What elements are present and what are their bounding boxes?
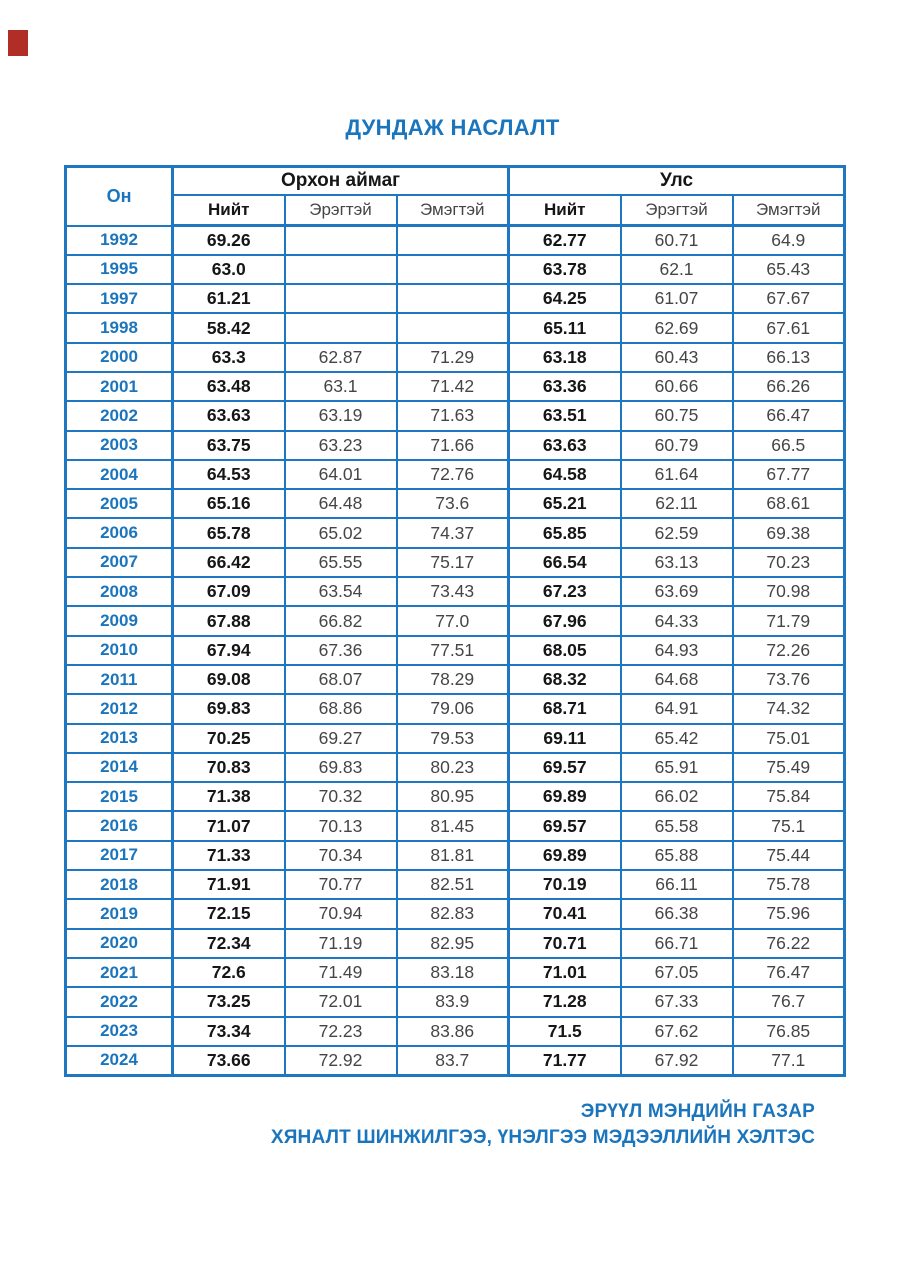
orkhon-male-cell — [285, 255, 397, 284]
orkhon-male-cell: 69.83 — [285, 753, 397, 782]
table-row — [66, 782, 845, 811]
orkhon-female-cell: 83.9 — [397, 987, 509, 1016]
red-marker — [8, 30, 28, 56]
table-row — [66, 694, 845, 723]
footer-line-department: ХЯНАЛТ ШИНЖИЛГЭЭ, ҮНЭЛГЭЭ МЭДЭЭЛЛИЙН ХЭЛТЭС — [270, 1127, 815, 1148]
orkhon-female-cell — [397, 313, 509, 342]
state-total-cell: 71.01 — [509, 958, 621, 987]
year-cell: 2020 — [66, 929, 173, 958]
state-total-cell: 68.05 — [509, 636, 621, 665]
table-header — [66, 167, 845, 226]
table-row — [66, 958, 845, 987]
orkhon-male-cell: 70.94 — [285, 899, 397, 928]
state-male-cell: 60.75 — [621, 401, 733, 430]
orkhon-total-cell: 72.15 — [173, 899, 285, 928]
subheader-orkhon-female: Эмэгтэй — [397, 195, 509, 226]
orkhon-male-cell: 63.19 — [285, 401, 397, 430]
orkhon-male-cell: 72.01 — [285, 987, 397, 1016]
state-male-cell: 60.79 — [621, 431, 733, 460]
orkhon-total-cell: 70.83 — [173, 753, 285, 782]
state-male-cell: 66.38 — [621, 899, 733, 928]
year-cell: 2010 — [66, 636, 173, 665]
year-cell: 2009 — [66, 606, 173, 635]
orkhon-female-cell: 79.53 — [397, 724, 509, 753]
state-female-cell: 67.77 — [733, 460, 845, 489]
orkhon-total-cell: 73.25 — [173, 987, 285, 1016]
state-total-cell: 67.96 — [509, 606, 621, 635]
state-total-cell: 63.51 — [509, 401, 621, 430]
orkhon-male-cell: 70.13 — [285, 811, 397, 840]
orkhon-female-cell: 77.51 — [397, 636, 509, 665]
orkhon-male-cell: 70.77 — [285, 870, 397, 899]
orkhon-male-cell: 63.23 — [285, 431, 397, 460]
orkhon-female-cell: 83.86 — [397, 1017, 509, 1046]
state-female-cell: 71.79 — [733, 606, 845, 635]
orkhon-total-cell: 65.78 — [173, 518, 285, 547]
year-cell: 2017 — [66, 841, 173, 870]
orkhon-female-cell: 73.43 — [397, 577, 509, 606]
table-row — [66, 255, 845, 284]
state-male-cell: 67.05 — [621, 958, 733, 987]
orkhon-male-cell: 71.49 — [285, 958, 397, 987]
state-total-cell: 63.18 — [509, 343, 621, 372]
subheader-orkhon-male: Эрэгтэй — [285, 195, 397, 226]
state-total-cell: 69.57 — [509, 753, 621, 782]
state-total-cell: 69.57 — [509, 811, 621, 840]
table-row — [66, 987, 845, 1016]
table-row — [66, 606, 845, 635]
orkhon-male-cell — [285, 313, 397, 342]
orkhon-female-cell: 74.37 — [397, 518, 509, 547]
state-male-cell: 67.92 — [621, 1046, 733, 1075]
state-female-cell: 64.9 — [733, 226, 845, 255]
state-female-cell: 68.61 — [733, 489, 845, 518]
year-cell: 2001 — [66, 372, 173, 401]
state-female-cell: 70.98 — [733, 577, 845, 606]
table-row — [66, 577, 845, 606]
year-column-header: Он — [66, 167, 173, 226]
subheader-orkhon-total: Нийт — [173, 195, 285, 226]
table-row — [66, 870, 845, 899]
table-row — [66, 1046, 845, 1075]
year-cell: 2022 — [66, 987, 173, 1016]
table-row — [66, 929, 845, 958]
orkhon-total-cell: 71.91 — [173, 870, 285, 899]
year-cell: 2008 — [66, 577, 173, 606]
state-female-cell: 66.47 — [733, 401, 845, 430]
year-cell: 2007 — [66, 548, 173, 577]
orkhon-male-cell: 63.1 — [285, 372, 397, 401]
state-total-cell: 68.71 — [509, 694, 621, 723]
orkhon-total-cell: 69.26 — [173, 226, 285, 255]
state-female-cell: 66.26 — [733, 372, 845, 401]
orkhon-total-cell: 70.25 — [173, 724, 285, 753]
state-female-cell: 75.44 — [733, 841, 845, 870]
orkhon-female-cell: 80.95 — [397, 782, 509, 811]
orkhon-male-cell: 70.32 — [285, 782, 397, 811]
orkhon-female-cell: 83.18 — [397, 958, 509, 987]
orkhon-female-cell: 71.66 — [397, 431, 509, 460]
table-row — [66, 401, 845, 430]
year-cell: 2019 — [66, 899, 173, 928]
state-female-cell: 67.67 — [733, 284, 845, 313]
orkhon-female-cell: 82.83 — [397, 899, 509, 928]
orkhon-total-cell: 71.38 — [173, 782, 285, 811]
state-female-cell: 73.76 — [733, 665, 845, 694]
state-total-cell: 63.36 — [509, 372, 621, 401]
state-male-cell: 63.69 — [621, 577, 733, 606]
state-total-cell: 70.71 — [509, 929, 621, 958]
year-cell: 2011 — [66, 665, 173, 694]
orkhon-total-cell: 61.21 — [173, 284, 285, 313]
state-male-cell: 66.71 — [621, 929, 733, 958]
state-male-cell: 62.11 — [621, 489, 733, 518]
orkhon-male-cell: 72.92 — [285, 1046, 397, 1075]
orkhon-male-cell: 64.48 — [285, 489, 397, 518]
orkhon-total-cell: 67.94 — [173, 636, 285, 665]
state-female-cell: 76.22 — [733, 929, 845, 958]
orkhon-female-cell: 82.95 — [397, 929, 509, 958]
orkhon-total-cell: 72.34 — [173, 929, 285, 958]
table-row — [66, 636, 845, 665]
orkhon-female-cell: 81.45 — [397, 811, 509, 840]
state-female-cell: 75.01 — [733, 724, 845, 753]
year-cell: 2005 — [66, 489, 173, 518]
orkhon-female-cell: 72.76 — [397, 460, 509, 489]
year-cell: 1992 — [66, 226, 173, 255]
orkhon-male-cell: 67.36 — [285, 636, 397, 665]
state-male-cell: 61.07 — [621, 284, 733, 313]
table-row — [66, 899, 845, 928]
table-row — [66, 753, 845, 782]
state-total-cell: 71.28 — [509, 987, 621, 1016]
table-body — [66, 226, 845, 1076]
orkhon-female-cell: 81.81 — [397, 841, 509, 870]
state-male-cell: 64.33 — [621, 606, 733, 635]
state-male-cell: 65.88 — [621, 841, 733, 870]
orkhon-male-cell: 69.27 — [285, 724, 397, 753]
table-row — [66, 343, 845, 372]
orkhon-male-cell: 65.55 — [285, 548, 397, 577]
state-total-cell: 70.41 — [509, 899, 621, 928]
table-row — [66, 724, 845, 753]
orkhon-total-cell: 66.42 — [173, 548, 285, 577]
orkhon-total-cell: 73.66 — [173, 1046, 285, 1075]
page-title: ДУНДАЖ НАСЛАЛТ — [345, 115, 560, 140]
state-male-cell: 64.93 — [621, 636, 733, 665]
state-total-cell: 71.5 — [509, 1017, 621, 1046]
year-cell: 2023 — [66, 1017, 173, 1046]
orkhon-male-cell: 71.19 — [285, 929, 397, 958]
state-total-cell: 68.32 — [509, 665, 621, 694]
orkhon-total-cell: 72.6 — [173, 958, 285, 987]
orkhon-male-cell: 65.02 — [285, 518, 397, 547]
table-row — [66, 518, 845, 547]
orkhon-female-cell — [397, 255, 509, 284]
orkhon-female-cell: 71.42 — [397, 372, 509, 401]
state-male-cell: 65.58 — [621, 811, 733, 840]
year-cell: 2016 — [66, 811, 173, 840]
sub-header-row — [66, 195, 845, 226]
state-female-cell: 75.49 — [733, 753, 845, 782]
orkhon-total-cell: 71.33 — [173, 841, 285, 870]
year-cell: 2004 — [66, 460, 173, 489]
state-female-cell: 75.1 — [733, 811, 845, 840]
year-cell: 1995 — [66, 255, 173, 284]
state-female-cell: 66.13 — [733, 343, 845, 372]
state-total-cell: 69.89 — [509, 841, 621, 870]
state-male-cell: 64.68 — [621, 665, 733, 694]
state-total-cell: 65.85 — [509, 518, 621, 547]
orkhon-male-cell: 68.86 — [285, 694, 397, 723]
state-total-cell: 67.23 — [509, 577, 621, 606]
state-female-cell: 65.43 — [733, 255, 845, 284]
state-female-cell: 75.96 — [733, 899, 845, 928]
group-header-orkhon: Орхон аймаг — [173, 167, 509, 195]
life-expectancy-table — [64, 165, 846, 1077]
state-total-cell: 63.78 — [509, 255, 621, 284]
orkhon-female-cell: 80.23 — [397, 753, 509, 782]
table-row — [66, 431, 845, 460]
orkhon-total-cell: 67.09 — [173, 577, 285, 606]
table-row — [66, 460, 845, 489]
orkhon-male-cell: 66.82 — [285, 606, 397, 635]
table-row — [66, 489, 845, 518]
year-cell: 2000 — [66, 343, 173, 372]
orkhon-male-cell: 63.54 — [285, 577, 397, 606]
state-female-cell: 75.84 — [733, 782, 845, 811]
table-row — [66, 548, 845, 577]
table-row — [66, 313, 845, 342]
table-row — [66, 226, 845, 255]
table-row — [66, 1017, 845, 1046]
state-male-cell: 66.11 — [621, 870, 733, 899]
state-female-cell: 76.47 — [733, 958, 845, 987]
state-total-cell: 71.77 — [509, 1046, 621, 1075]
state-female-cell: 75.78 — [733, 870, 845, 899]
orkhon-female-cell: 73.6 — [397, 489, 509, 518]
table-row — [66, 811, 845, 840]
state-total-cell: 65.11 — [509, 313, 621, 342]
state-male-cell: 60.43 — [621, 343, 733, 372]
table-row — [66, 665, 845, 694]
orkhon-female-cell: 82.51 — [397, 870, 509, 899]
orkhon-male-cell — [285, 284, 397, 313]
orkhon-female-cell: 78.29 — [397, 665, 509, 694]
year-cell: 2014 — [66, 753, 173, 782]
year-cell: 2013 — [66, 724, 173, 753]
state-total-cell: 64.58 — [509, 460, 621, 489]
state-total-cell: 69.89 — [509, 782, 621, 811]
state-total-cell: 66.54 — [509, 548, 621, 577]
group-header-row — [66, 167, 845, 195]
state-total-cell: 70.19 — [509, 870, 621, 899]
orkhon-male-cell: 68.07 — [285, 665, 397, 694]
state-female-cell: 67.61 — [733, 313, 845, 342]
state-female-cell: 77.1 — [733, 1046, 845, 1075]
orkhon-female-cell — [397, 226, 509, 255]
orkhon-total-cell: 73.34 — [173, 1017, 285, 1046]
state-female-cell: 74.32 — [733, 694, 845, 723]
year-cell: 2021 — [66, 958, 173, 987]
orkhon-total-cell: 69.08 — [173, 665, 285, 694]
state-female-cell: 69.38 — [733, 518, 845, 547]
orkhon-male-cell: 62.87 — [285, 343, 397, 372]
state-female-cell: 76.7 — [733, 987, 845, 1016]
state-female-cell: 66.5 — [733, 431, 845, 460]
subheader-state-total: Нийт — [509, 195, 621, 226]
orkhon-total-cell: 63.63 — [173, 401, 285, 430]
orkhon-total-cell: 71.07 — [173, 811, 285, 840]
orkhon-male-cell: 64.01 — [285, 460, 397, 489]
footer-signature — [271, 1099, 815, 1151]
orkhon-female-cell: 79.06 — [397, 694, 509, 723]
state-female-cell: 70.23 — [733, 548, 845, 577]
state-male-cell: 67.62 — [621, 1017, 733, 1046]
state-female-cell: 76.85 — [733, 1017, 845, 1046]
state-male-cell: 64.91 — [621, 694, 733, 723]
state-male-cell: 65.42 — [621, 724, 733, 753]
orkhon-male-cell — [285, 226, 397, 255]
table-row — [66, 372, 845, 401]
footer-line-organization: ЭРҮҮЛ МЭНДИЙН ГАЗАР — [580, 1101, 815, 1122]
year-cell: 1998 — [66, 313, 173, 342]
orkhon-total-cell: 63.3 — [173, 343, 285, 372]
year-cell: 2015 — [66, 782, 173, 811]
state-male-cell: 62.59 — [621, 518, 733, 547]
orkhon-total-cell: 65.16 — [173, 489, 285, 518]
state-male-cell: 60.66 — [621, 372, 733, 401]
orkhon-female-cell: 71.29 — [397, 343, 509, 372]
orkhon-total-cell: 63.0 — [173, 255, 285, 284]
orkhon-total-cell: 58.42 — [173, 313, 285, 342]
year-cell: 2018 — [66, 870, 173, 899]
year-cell: 1997 — [66, 284, 173, 313]
orkhon-female-cell — [397, 284, 509, 313]
orkhon-female-cell: 71.63 — [397, 401, 509, 430]
orkhon-female-cell: 75.17 — [397, 548, 509, 577]
state-male-cell: 66.02 — [621, 782, 733, 811]
subheader-state-female: Эмэгтэй — [733, 195, 845, 226]
orkhon-male-cell: 70.34 — [285, 841, 397, 870]
orkhon-total-cell: 67.88 — [173, 606, 285, 635]
state-female-cell: 72.26 — [733, 636, 845, 665]
year-cell: 2003 — [66, 431, 173, 460]
state-total-cell: 63.63 — [509, 431, 621, 460]
year-cell: 2024 — [66, 1046, 173, 1075]
subheader-state-male: Эрэгтэй — [621, 195, 733, 226]
state-total-cell: 64.25 — [509, 284, 621, 313]
state-male-cell: 63.13 — [621, 548, 733, 577]
state-total-cell: 62.77 — [509, 226, 621, 255]
table-row — [66, 284, 845, 313]
group-header-state: Улс — [509, 167, 845, 195]
orkhon-female-cell: 77.0 — [397, 606, 509, 635]
orkhon-total-cell: 63.48 — [173, 372, 285, 401]
state-male-cell: 62.1 — [621, 255, 733, 284]
orkhon-total-cell: 64.53 — [173, 460, 285, 489]
orkhon-female-cell: 83.7 — [397, 1046, 509, 1075]
state-total-cell: 69.11 — [509, 724, 621, 753]
year-cell: 2002 — [66, 401, 173, 430]
orkhon-total-cell: 69.83 — [173, 694, 285, 723]
state-male-cell: 65.91 — [621, 753, 733, 782]
state-male-cell: 62.69 — [621, 313, 733, 342]
table-row — [66, 841, 845, 870]
year-cell: 2012 — [66, 694, 173, 723]
state-male-cell: 61.64 — [621, 460, 733, 489]
orkhon-male-cell: 72.23 — [285, 1017, 397, 1046]
state-total-cell: 65.21 — [509, 489, 621, 518]
orkhon-total-cell: 63.75 — [173, 431, 285, 460]
year-cell: 2006 — [66, 518, 173, 547]
state-male-cell: 67.33 — [621, 987, 733, 1016]
state-male-cell: 60.71 — [621, 226, 733, 255]
